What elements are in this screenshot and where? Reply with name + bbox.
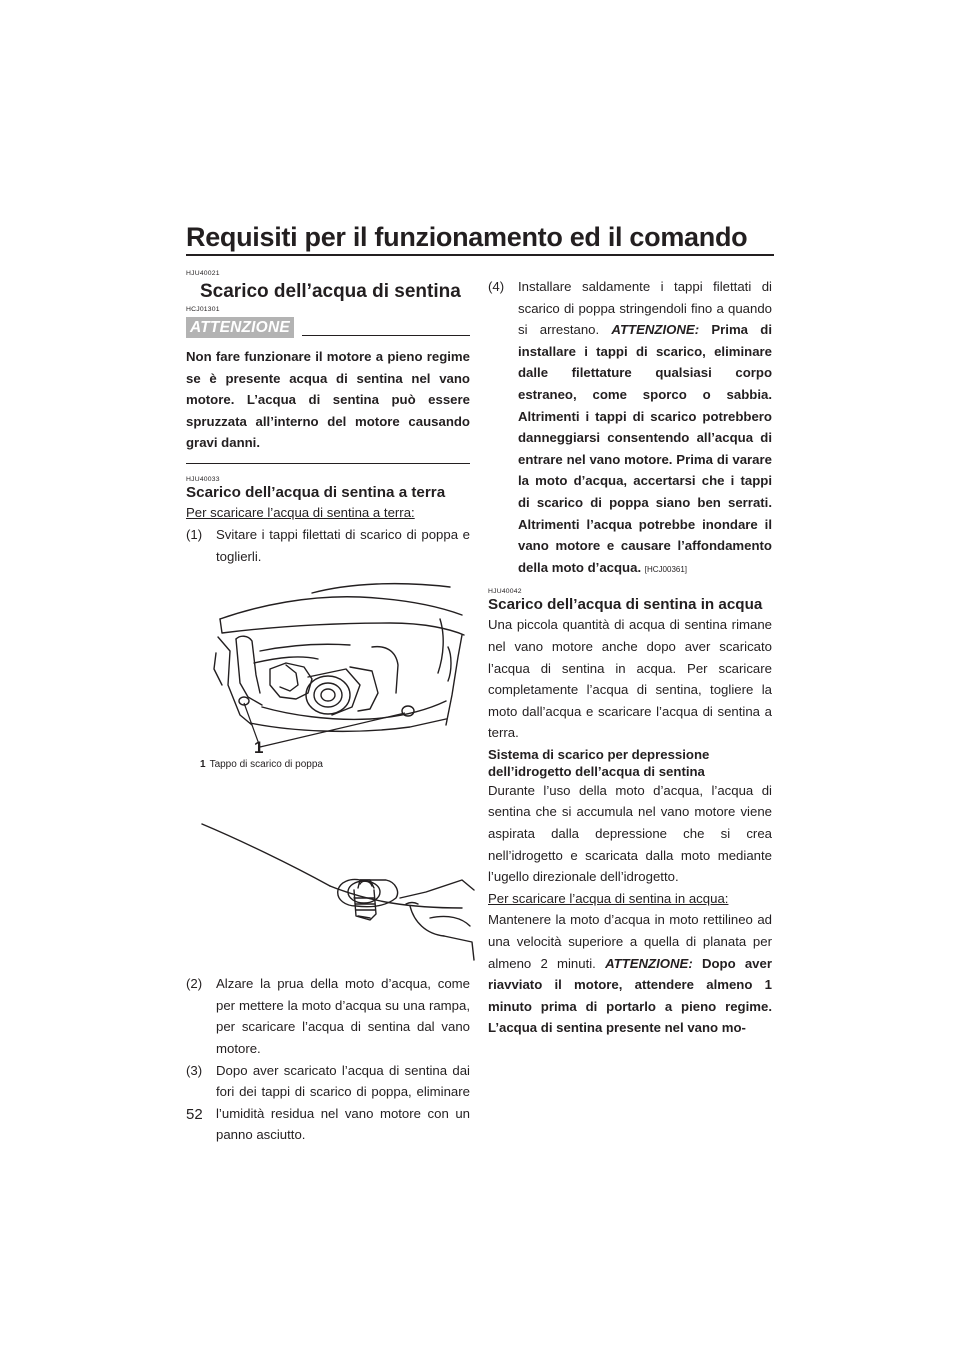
subsection-title: Scarico dell’acqua di sentina a terra: [186, 484, 446, 502]
procedure-intro: Per scaricare l’acqua di sentina a terra:: [186, 505, 415, 521]
caution-text: Dopo aver riavviato il motore, attendere almeno 1 minuto prima di portarlo a pieno regime. L’acqua di sentina presente nel vano mo-: [488, 955, 772, 1036]
paragraph: Una piccola quantità di acqua di sentina rimane nel vano motore anche dopo aver scaricato l’acqua di sentina in acqua. Per scaricare completamente l’acqua di sentina, togliere la moto dall’acqua e scaricare l’acqua di sentina a terra.: [488, 617, 772, 741]
figure-caption: [200, 759, 470, 770]
caption-text: Tappo di scarico di poppa: [209, 759, 323, 771]
figure-callout-1: 1: [254, 738, 264, 756]
step-number: (1): [186, 527, 203, 543]
warning-header: [186, 317, 470, 338]
procedure-intro: Per scaricare l’acqua di sentina in acqua:: [488, 890, 729, 906]
section-title: Scarico dell’acqua di sentina: [200, 281, 461, 302]
step-number: (2): [186, 976, 203, 992]
step-text: Alzare la prua della moto d’acqua, come per mettere la moto d’acqua su una rampa, per scaricare l’acqua di sentina dal vano motore.: [216, 976, 470, 1057]
drain-plug-illustration: [200, 810, 480, 965]
page-header-title: Requisiti per il funzionamento ed il comando: [186, 222, 748, 252]
engine-compartment-illustration: [200, 575, 470, 755]
paragraph-text: Mantenere la moto d’acqua in moto rettilineo ad una velocità superiore a quella di planata per almeno 2 minuti.: [488, 912, 772, 971]
subsection-title: Scarico dell’acqua di sentina in acqua: [488, 596, 763, 614]
section-code: HJU40021: [186, 270, 220, 277]
caution-label: ATTENZIONE:: [605, 955, 693, 971]
page-number: 52: [186, 1106, 203, 1123]
step-4: [488, 276, 772, 580]
warning-text: Non fare funzionare il motore a pieno regime se è presente acqua di sentina nel vano motore. L’acqua di sentina può essere spruzzata all’interno del motore causando gravi danni.: [186, 349, 470, 451]
caution-text: Prima di installare i tappi di scarico, eliminare dalle filettature qualsiasi corpo estraneo, come sporco o sabbia. Altrimenti i tappi di scarico potrebbero danneggiarsi consentendo all’acqua di entrare nel vano motore. Prima di varare la moto d’acqua, accertarsi che i tappi di scarico di poppa siano ben serrati. Altrimenti l’acqua potrebbe inondare il vano motore e causare l’affondamento della moto d’acqua.: [518, 322, 772, 575]
subsection-code: HJU40033: [186, 476, 220, 484]
caution-label: ATTENZIONE:: [611, 322, 700, 338]
step-text: [518, 276, 772, 580]
warning-code: HCJ01301: [186, 306, 220, 313]
header-rule: [186, 254, 774, 256]
step-2: [186, 973, 470, 1059]
caution-ref-code: [HCJ00361]: [644, 564, 688, 574]
left-column: [186, 270, 470, 1146]
warning-label: ATTENZIONE: [186, 317, 294, 338]
paragraph: Durante l’uso della moto d’acqua, l’acqua di sentina che si accumula nel vano motore viene aspirata dalla depressione che si crea nell’idrogetto e scaricata dalla moto mediante l’ugello direzionale dell’idrogetto.: [488, 782, 772, 885]
right-column: [488, 276, 772, 1039]
step-text: Svitare i tappi filettati di scarico di poppa e toglierli.: [216, 527, 470, 564]
step-text: Dopo aver scaricato l’acqua di sentina dai fori dei tappi di scarico di poppa, eliminare l’umidità residua nel vano motore con un panno asciutto.: [216, 1062, 470, 1143]
caption-number: 1: [200, 759, 206, 771]
step-number: (4): [488, 279, 505, 294]
subsection-code: HJU40042: [488, 588, 522, 596]
warning-end-rule: [186, 463, 470, 465]
step-number: (3): [186, 1062, 203, 1078]
step-4-text: Installare saldamente i tappi filettati di scarico di poppa stringendoli fino a quando si arrestano.: [518, 279, 772, 338]
step-1: [186, 524, 470, 567]
step-3: [186, 1060, 470, 1146]
paragraph: [488, 909, 772, 1039]
warning-rule: [302, 335, 470, 337]
sub-heading: Sistema di scarico per depressione dell’idrogetto dell’acqua di sentina: [488, 746, 710, 779]
